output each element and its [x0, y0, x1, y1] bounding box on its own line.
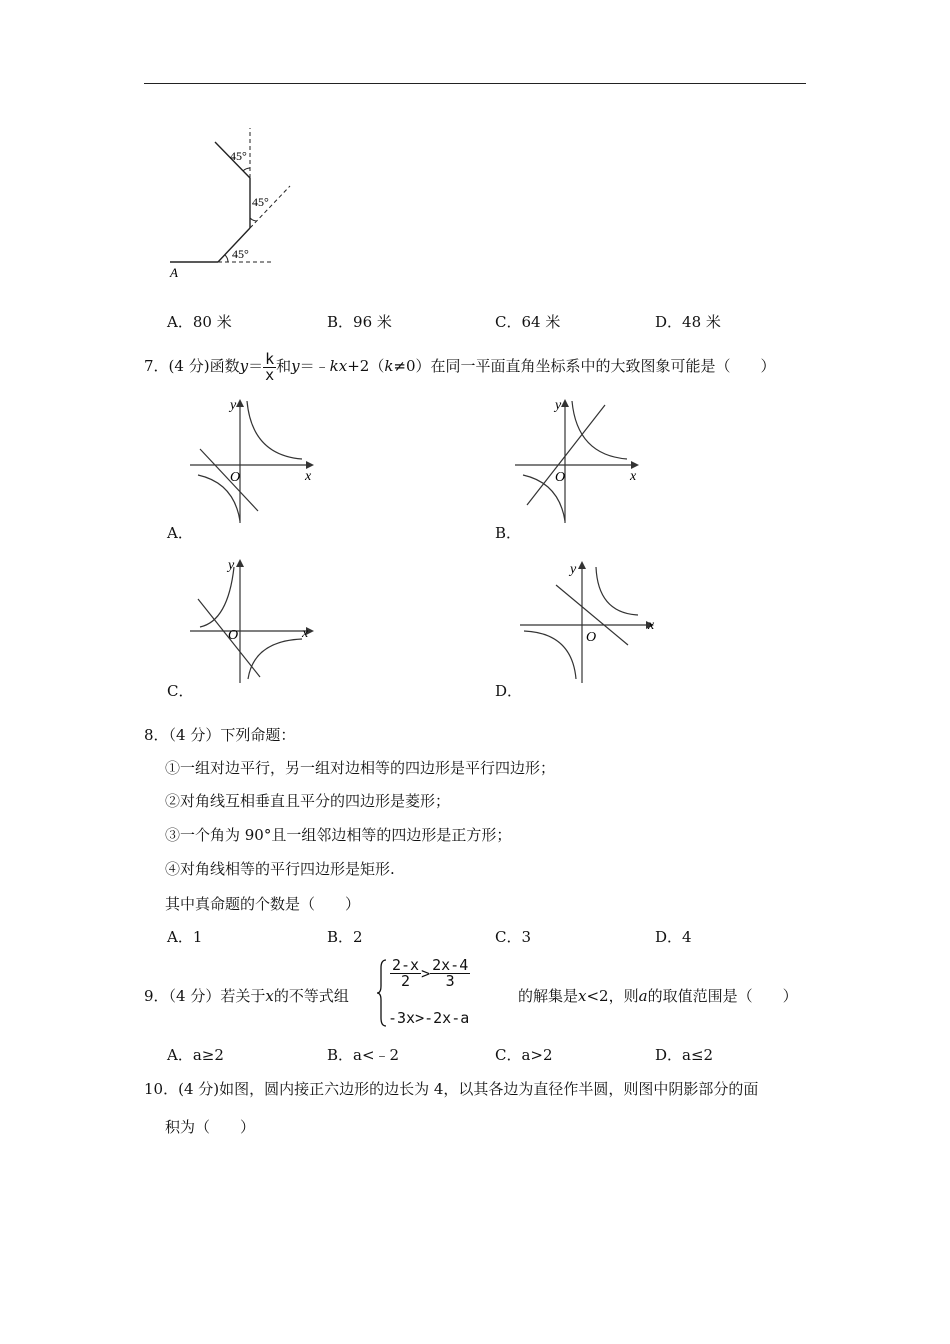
q8-option-d[interactable]: D．4: [655, 928, 692, 946]
q7c-origin-label: O: [228, 628, 239, 643]
q6-angle1: 45°: [230, 149, 247, 163]
q7-kx: kx: [329, 357, 348, 375]
q7-y1: y: [239, 357, 249, 375]
q7c-y-label: y: [228, 558, 235, 573]
q8-stem-text: （4 分）下列命题：: [168, 726, 296, 744]
q9-gt: >: [421, 964, 431, 983]
q7-option-d[interactable]: D．: [495, 682, 523, 700]
q8-question: 其中真命题的个数是（ ）: [165, 895, 361, 913]
q7-eq1: ＝: [248, 357, 264, 375]
q8-item-4: ④对角线相等的平行四边形是矩形.: [165, 860, 395, 878]
q6-angle3: 45°: [232, 247, 249, 261]
q6-option-c[interactable]: C．64 米: [495, 313, 561, 331]
q6-angle2: 45°: [252, 195, 269, 209]
q9-frac-right: [430, 958, 470, 989]
q8-option-a[interactable]: A．1: [167, 928, 203, 946]
q7-graph-a: [190, 395, 325, 525]
q7-fraction: [263, 349, 276, 384]
q6-option-b[interactable]: B．96 米: [327, 313, 392, 331]
q7a-y-label: y: [230, 398, 237, 413]
q7-frac-num: k: [265, 349, 275, 368]
q8-number: 8．: [144, 726, 169, 744]
q10-line-2: 积为（ ）: [165, 1118, 256, 1136]
q7a-x-label: x: [305, 469, 312, 484]
q9-stem-c: 的解集是: [518, 987, 579, 1005]
q7-y2: y: [291, 357, 300, 375]
q7-score: (4 分): [168, 357, 210, 375]
q6-option-d[interactable]: D．48 米: [655, 313, 721, 331]
q8-item-2: ②对角线互相垂直且平分的四边形是菱形；: [165, 792, 451, 810]
q9-stem-right: [518, 985, 798, 1006]
q8-stem: [144, 724, 295, 745]
q9-a: a: [638, 987, 648, 1005]
q9-inequality-1: [390, 958, 470, 989]
q7c-x-label: x: [302, 626, 309, 641]
q7-eq2: ＝﹣: [299, 357, 330, 375]
q7-text-mid: 和: [276, 357, 292, 375]
q7-text-prefix: 函数: [209, 357, 240, 375]
q6-path-diagram: [160, 120, 310, 285]
q9-option-b[interactable]: B．a<﹣2: [327, 1046, 400, 1064]
q7d-x-label: x: [648, 618, 655, 633]
q8-option-c[interactable]: C．3: [495, 928, 532, 946]
q9-frac-left: [390, 958, 421, 989]
q9-stem-e: 的取值范围是（ ）: [647, 987, 798, 1005]
q9-number: 9．: [144, 987, 169, 1005]
q9-frac-left-num: 2-x: [392, 956, 420, 974]
q7-stem: [144, 346, 776, 386]
q9-brace: [376, 958, 388, 1028]
q7d-y-label: y: [570, 562, 577, 577]
q7-k: k: [384, 357, 394, 375]
q7b-origin-label: O: [555, 470, 566, 485]
q7-graph-d: [520, 555, 665, 685]
q9-stem-left: [144, 985, 349, 1006]
q9-x: x: [265, 987, 274, 1005]
q9-option-c[interactable]: C．a>2: [495, 1046, 553, 1064]
q7-option-c[interactable]: C．: [167, 682, 194, 700]
q7b-y-label: y: [555, 398, 562, 413]
q8-option-b[interactable]: B．2: [327, 928, 363, 946]
q7-option-b[interactable]: B．: [495, 524, 522, 542]
q9-frac-left-den: 2: [401, 972, 411, 990]
q7-cond: ≠0）在同一平面直角坐标系中的大致图象可能是（ ）: [393, 357, 776, 375]
q7-graph-c: [190, 555, 325, 685]
header-rule: [144, 83, 806, 84]
q9-stem-b: 的不等式组: [273, 987, 349, 1005]
q7d-origin-label: O: [586, 630, 597, 645]
q9-frac-right-num: 2x-4: [432, 956, 469, 974]
q9-stem-a: （4 分）若关于: [168, 987, 266, 1005]
q6-option-a[interactable]: A．80 米: [167, 313, 232, 331]
q7-plus2: +2（: [347, 357, 385, 375]
q7-option-a[interactable]: A．: [167, 524, 193, 542]
q9-option-a[interactable]: A．a≥2: [167, 1046, 224, 1064]
q9-option-d[interactable]: D．a≤2: [655, 1046, 714, 1064]
q7-frac-den: x: [265, 365, 275, 384]
q10-line-1: 10．(4 分)如图，圆内接正六边形的边长为 4，以其各边为直径作半圆，则图中阴影部分的面: [144, 1080, 759, 1098]
q7-number: 7．: [144, 357, 169, 375]
q7b-x-label: x: [630, 469, 637, 484]
q9-x2: x: [578, 987, 587, 1005]
q7a-origin-label: O: [230, 470, 241, 485]
q6-point-a: A: [170, 265, 178, 280]
q9-stem-d: <2，则: [586, 987, 639, 1005]
q9-frac-right-den: 3: [445, 972, 455, 990]
q7-graph-b: [515, 395, 650, 525]
q9-inequality-2: -3x>-2x-a: [388, 1009, 470, 1027]
q8-item-3: ③一个角为 90°且一组邻边相等的四边形是正方形；: [165, 826, 512, 844]
q8-item-1: ①一组对边平行，另一组对边相等的四边形是平行四边形；: [165, 759, 556, 777]
